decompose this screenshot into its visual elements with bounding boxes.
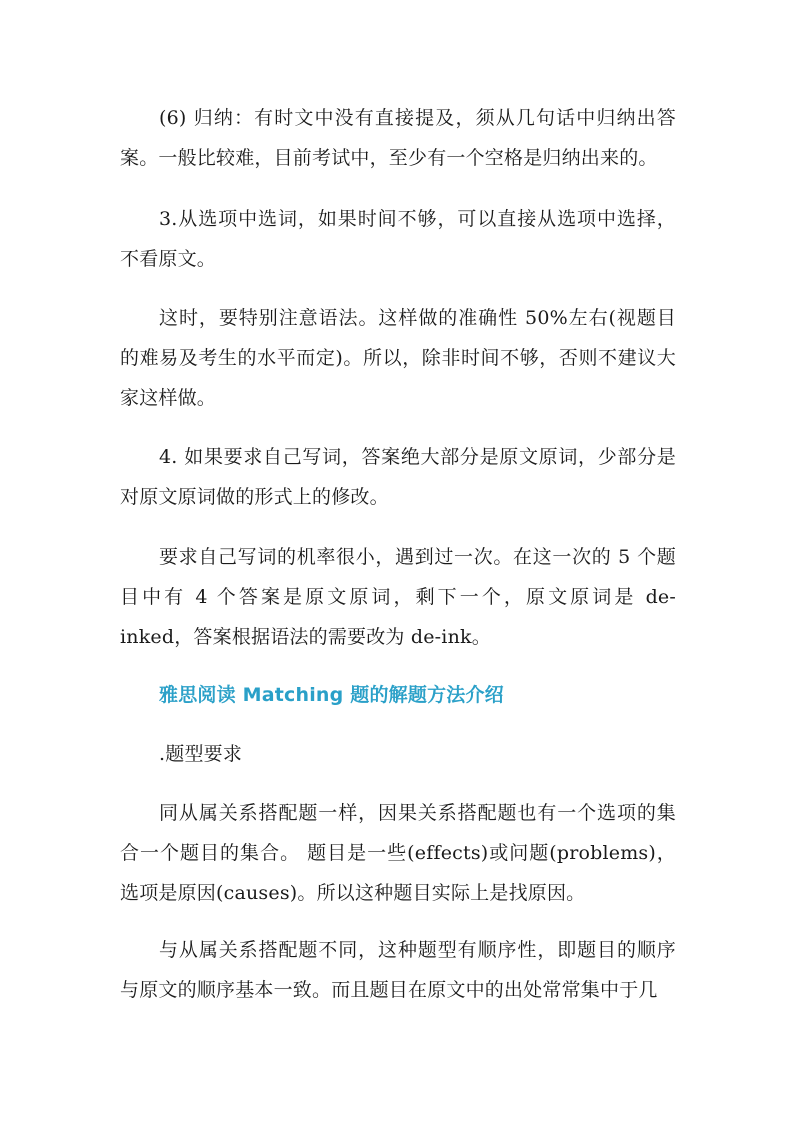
paragraph-order-difference: 与从属关系搭配题不同，这种题型有顺序性，即题目的顺序与原文的顺序基本一致。而且题目在原文中的出处常常集中于几 [120,939,676,1001]
paragraph-write-own-words: 4. 如果要求自己写词，答案绝大部分是原文原词，少部分是对原文原词做的形式上的修改。 [120,446,676,508]
paragraph-induction: (6) 归纳：有时文中没有直接提及，须从几句话中归纳出答案。一般比较难，目前考试中，至少有一个空格是归纳出来的。 [120,107,676,169]
paragraph-cause-effect-matching: 同从属关系搭配题一样，因果关系搭配题也有一个选项的集合一个题目的集合。 题目是一些(effects)或问题(problems)，选项是原因(causes)。所以这种题目实际上是找原因。 [120,802,676,904]
paragraph-grammar-note: 这时，要特别注意语法。这样做的准确性 50%左右(视题目的难易及考生的水平而定)。所以，除非时间不够，否则不建议大家这样做。 [120,307,676,409]
subheading-question-requirements: .题型要求 [159,743,243,765]
paragraph-select-from-options: 3.从选项中选词，如果时间不够，可以直接从选项中选择，不看原文。 [120,208,676,270]
section-heading: 雅思阅读 Matching 题的解题方法介绍 [159,684,504,706]
paragraph-deinked-example: 要求自己写词的机率很小，遇到过一次。在这一次的 5 个题目中有 4 个答案是原文原词，剩下一个，原文原词是 de-inked，答案根据语法的需要改为 de-ink。 [120,546,676,648]
